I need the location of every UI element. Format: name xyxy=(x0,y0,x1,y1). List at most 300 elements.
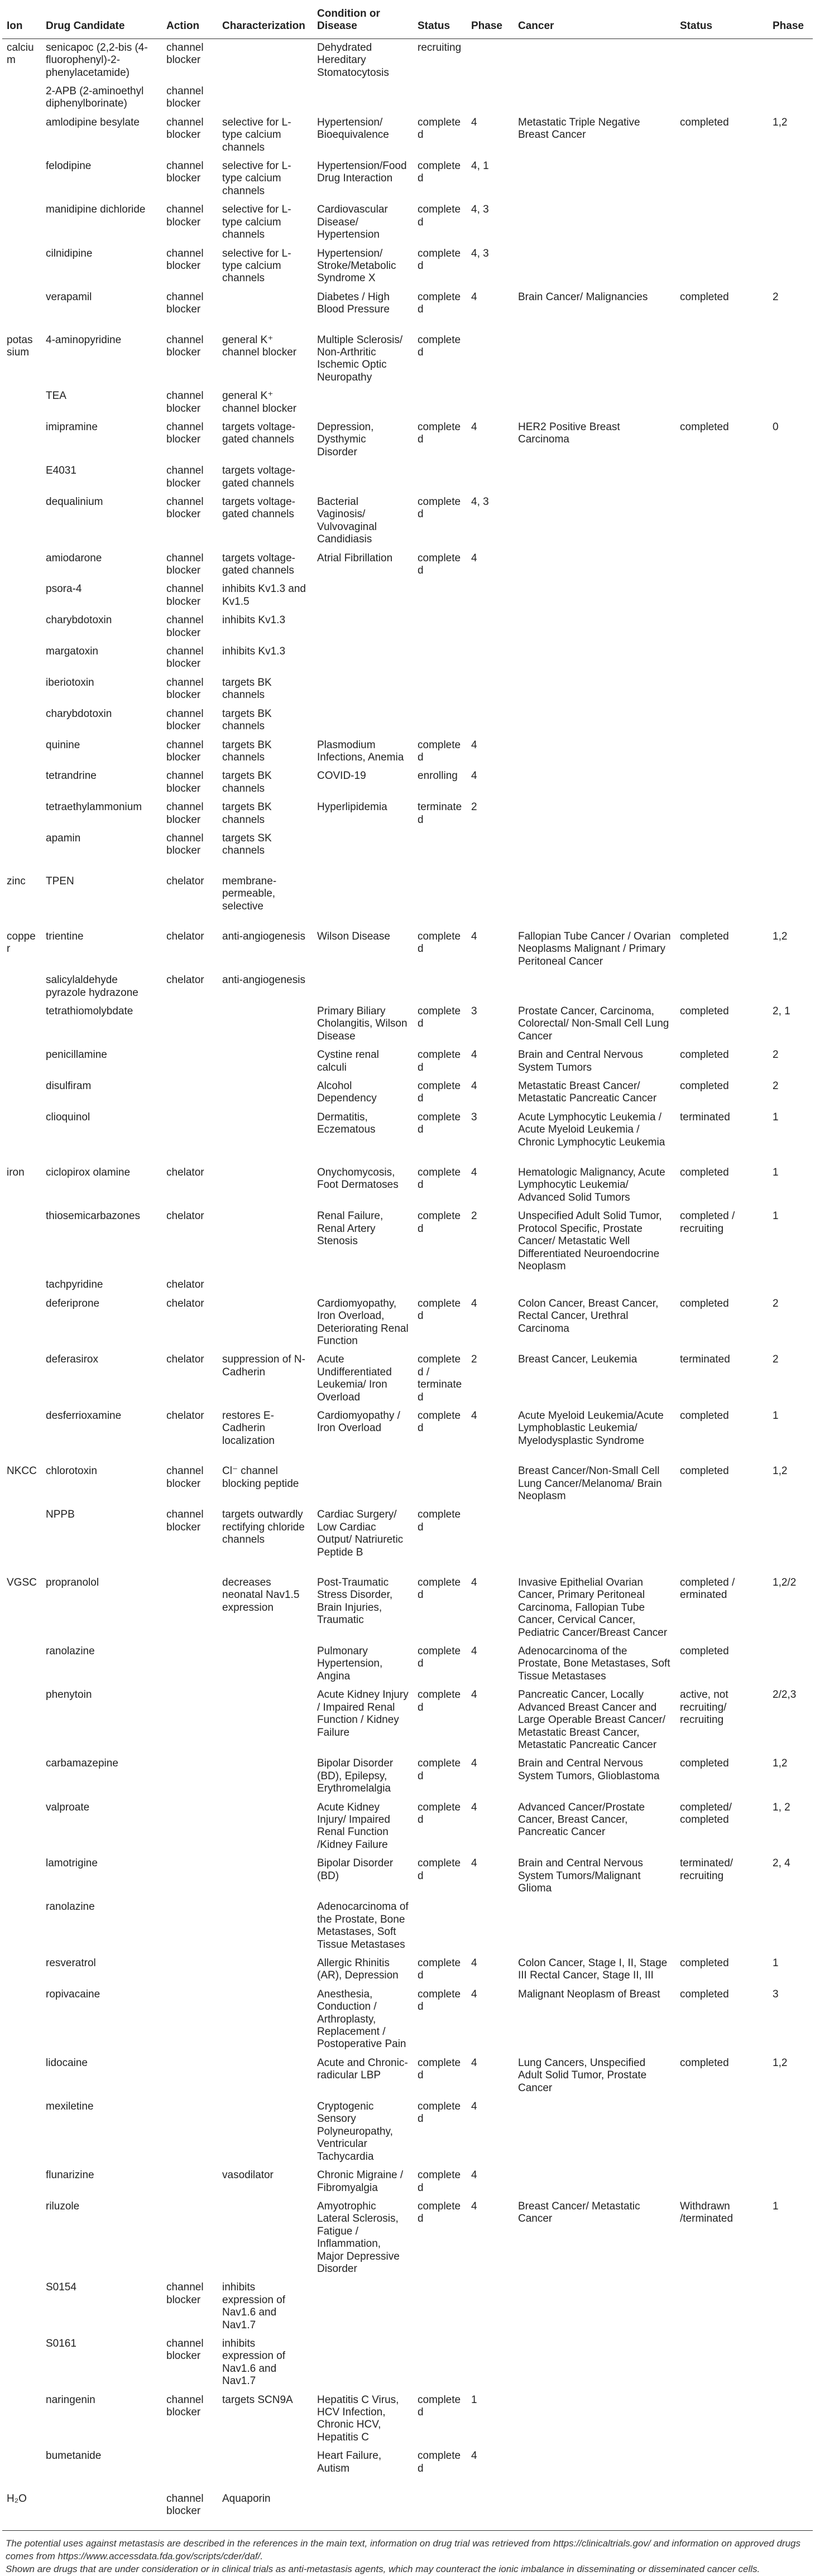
cell-ion xyxy=(2,462,41,493)
cell-ion xyxy=(2,1855,41,1898)
cell-drug-candidate: imipramine xyxy=(46,421,98,433)
cell-cancer-status: completed / erminated xyxy=(680,1577,735,1601)
cell-status: completed xyxy=(418,552,461,577)
cell-cancer-phase xyxy=(768,1643,813,1686)
cell-condition: Acute Undifferentiated Leukemia/ Iron Overload xyxy=(317,1354,392,1403)
cell-characterization: selective for L-type calcium channels xyxy=(222,204,291,241)
cell-drug-candidate: flunarizine xyxy=(46,2169,94,2182)
cell-cancer-status: completed xyxy=(680,930,729,942)
table-row xyxy=(2,38,813,83)
footnote-sources: The potential uses against metastasis are described in the references in the main text, information on drug trial was retrieved from https://clinicaltrials.gov/ and information on approved drugs comes from https://www.accessdata.fda.gov/scripts/cder/daf/. xyxy=(6,2538,801,2561)
cell-condition xyxy=(313,2279,413,2335)
cell-cancer-phase xyxy=(768,83,813,114)
cell-characterization xyxy=(218,1686,313,1755)
cell-status: enrolling xyxy=(418,770,458,782)
table-row xyxy=(2,1855,813,1898)
cell-cancer-phase xyxy=(768,705,813,736)
cell-ion xyxy=(2,643,41,674)
table-row xyxy=(2,580,813,612)
table-row xyxy=(2,1898,813,1954)
cell-condition: Cystine renal calculi xyxy=(317,1049,379,1073)
cell-characterization: general K⁺ channel blocker xyxy=(222,334,297,358)
cell-cancer-phase xyxy=(768,612,813,643)
cell-status: completed xyxy=(418,421,461,446)
cell-phase: 4 xyxy=(471,1080,477,1092)
cell-action: channel blocker xyxy=(162,2478,218,2530)
cell-cancer: Pancreatic Cancer, Locally Advanced Breast Cancer and Large Operable Breast Cancer/ Metastatic Breast Cancer, Metastatic Pancreatic Cancer xyxy=(518,1689,666,1751)
cell-ion: iron xyxy=(7,1167,25,1179)
cell-condition: COVID-19 xyxy=(317,770,366,782)
cell-drug-candidate: disulfiram xyxy=(46,1080,92,1092)
cell-drug-candidate: propranolol xyxy=(46,1577,99,1589)
cell-cancer-phase xyxy=(768,580,813,612)
cell-cancer xyxy=(514,83,675,114)
cell-condition: Anesthesia, Conduction / Arthroplasty, Replacement / Postoperative Pain xyxy=(317,1988,406,2050)
cell-ion xyxy=(2,2166,41,2198)
cell-status: completed xyxy=(418,1080,461,1105)
cell-status: completed xyxy=(418,334,461,358)
cell-drug-candidate: tetrathiomolybdate xyxy=(46,1005,133,1017)
cell-characterization xyxy=(218,1046,313,1077)
cell-status: completed xyxy=(418,247,461,272)
cell-phase xyxy=(467,971,514,1003)
cell-drug-candidate: deferiprone xyxy=(46,1297,100,1309)
header-status: Status xyxy=(413,4,467,38)
cell-cancer-status: completed xyxy=(680,1409,729,1422)
cell-condition: Hypertension/Food Drug Interaction xyxy=(317,160,407,185)
cell-phase: 2 xyxy=(471,1354,477,1366)
cell-characterization: anti-angiogenesis xyxy=(222,930,305,942)
cell-action xyxy=(162,2098,218,2166)
cell-cancer xyxy=(514,38,675,83)
cell-characterization xyxy=(218,1109,313,1152)
cell-phase: 2 xyxy=(471,801,477,813)
table-row xyxy=(2,2391,813,2448)
cell-cancer-phase xyxy=(768,493,813,550)
cell-characterization xyxy=(218,1855,313,1898)
cell-condition: Cardiovascular Disease/ Hypertension xyxy=(317,204,388,241)
cell-cancer-status xyxy=(675,38,768,83)
cell-phase: 3 xyxy=(471,1005,477,1017)
cell-characterization: targets voltage-gated channels xyxy=(222,496,295,521)
cell-characterization: targets BK channels xyxy=(222,801,272,826)
cell-action: channel blocker xyxy=(166,2337,204,2362)
cell-characterization: targets voltage-gated channels xyxy=(222,552,295,577)
cell-ion xyxy=(2,1077,41,1109)
cell-phase: 4, 3 xyxy=(471,204,489,216)
cell-ion xyxy=(2,971,41,1003)
table-row xyxy=(2,798,813,830)
cell-status: completed xyxy=(418,1689,461,1713)
cell-condition: Bipolar Disorder (BD), Epilepsy, Erythromelalgia xyxy=(317,1758,394,1795)
cell-cancer-status xyxy=(675,2335,768,2391)
cell-drug-candidate: tetraethylammonium xyxy=(46,801,142,813)
cell-cancer xyxy=(514,462,675,493)
cell-condition: Acute Kidney Injury / Impaired Renal Function / Kidney Failure xyxy=(317,1689,409,1739)
cell-action: channel blocker xyxy=(166,334,204,358)
cell-cancer-status: completed xyxy=(680,421,729,433)
cell-cancer xyxy=(514,612,675,643)
cell-cancer-status: completed xyxy=(680,1758,729,1770)
header-characterization: Characterization xyxy=(218,4,313,38)
cell-cancer-status xyxy=(675,612,768,643)
cell-action: channel blocker xyxy=(166,832,204,857)
cell-cancer xyxy=(514,1276,675,1294)
table-row xyxy=(2,1046,813,1077)
cell-condition xyxy=(313,1451,413,1506)
cell-drug-candidate: lidocaine xyxy=(46,2057,88,2069)
cell-cancer-phase: 2, 4 xyxy=(773,1857,790,1870)
cell-status: completed xyxy=(418,2169,461,2194)
cell-cancer-status: completed/ completed xyxy=(680,1801,732,1826)
cell-characterization: inhibits expression of Nav1.6 and Nav1.7 xyxy=(222,2281,286,2331)
cell-characterization: targets BK channels xyxy=(222,739,272,763)
cell-action: channel blocker xyxy=(166,496,204,521)
table-row xyxy=(2,2447,813,2478)
cell-condition: Cardiac Surgery/ Low Cardiac Output/ Natriuretic Peptide B xyxy=(317,1509,404,1558)
table-row xyxy=(2,2198,813,2279)
cell-characterization: inhibits Kv1.3 xyxy=(222,614,286,627)
cell-characterization xyxy=(218,288,313,320)
cell-drug-candidate: thiosemicarbazones xyxy=(46,1210,140,1222)
cell-condition: Post-Traumatic Stress Disorder, Brain Injuries, Traumatic xyxy=(317,1577,393,1626)
cell-phase xyxy=(467,674,514,705)
cell-condition xyxy=(313,674,413,705)
cell-condition: Multiple Sclerosis/ Non-Arthritic Ischemic Optic Neuropathy xyxy=(317,334,403,383)
cell-status: completed xyxy=(418,204,461,228)
table-row xyxy=(2,2166,813,2198)
cell-ion xyxy=(2,1643,41,1686)
cell-ion xyxy=(2,1686,41,1755)
cell-condition: Onychomycosis, Foot Dermatoses xyxy=(317,1167,399,1191)
cell-drug-candidate: naringenin xyxy=(46,2394,95,2406)
cell-characterization: inhibits Kv1.3 xyxy=(222,646,286,658)
table-row xyxy=(2,2098,813,2166)
cell-status: completed xyxy=(418,1111,461,1136)
cell-cancer: Fallopian Tube Cancer / Ovarian Neoplasms Malignant / Primary Peritoneal Cancer xyxy=(518,930,671,967)
cell-cancer-phase: 3 xyxy=(773,1988,779,2000)
cell-cancer-phase xyxy=(768,736,813,768)
cell-drug-candidate: TPEN xyxy=(46,875,74,887)
cell-phase xyxy=(467,1276,514,1294)
cell-drug-candidate: tachpyridine xyxy=(46,1279,103,1291)
cell-ion xyxy=(2,387,41,418)
table-row xyxy=(2,201,813,244)
cell-ion xyxy=(2,580,41,612)
cell-phase: 4, 1 xyxy=(471,160,489,172)
cell-cancer xyxy=(514,245,675,288)
table-row xyxy=(2,1799,813,1855)
cell-ion xyxy=(2,418,41,462)
cell-cancer-status xyxy=(675,462,768,493)
cell-status: completed xyxy=(418,2200,461,2225)
cell-ion xyxy=(2,2098,41,2166)
header-drug-candidate: Drug Candidate xyxy=(41,4,162,38)
cell-status: completed xyxy=(418,1758,461,1782)
cell-condition: Diabetes / High Blood Pressure xyxy=(317,291,390,316)
cell-cancer-status xyxy=(675,1898,768,1954)
cell-phase: 4 xyxy=(471,1801,477,1813)
table-row xyxy=(2,1077,813,1109)
cell-phase xyxy=(467,830,514,861)
cell-condition xyxy=(313,612,413,643)
cell-drug-candidate: mexiletine xyxy=(46,2101,94,2113)
cell-cancer-phase: 2, 1 xyxy=(773,1005,790,1017)
table-row xyxy=(2,1351,813,1407)
cell-cancer xyxy=(514,643,675,674)
table-row xyxy=(2,550,813,581)
cell-ion xyxy=(2,2447,41,2478)
cell-cancer-status xyxy=(675,245,768,288)
cell-ion xyxy=(2,1351,41,1407)
cell-cancer-status: completed xyxy=(680,1465,729,1477)
cell-status: completed xyxy=(418,739,461,763)
cell-cancer: Brain and Central Nervous System Tumors, Glioblastoma xyxy=(518,1758,660,1782)
table-header xyxy=(2,4,813,38)
cell-phase xyxy=(467,83,514,114)
cell-cancer-phase xyxy=(768,387,813,418)
table-row xyxy=(2,612,813,643)
cell-action xyxy=(162,1898,218,1954)
cell-ion: calcium xyxy=(7,41,34,66)
cell-phase: 4 xyxy=(471,2101,477,2113)
cell-ion: potassium xyxy=(7,334,33,358)
cell-cancer-phase: 1,2 xyxy=(773,116,788,128)
cell-cancer-status xyxy=(675,580,768,612)
cell-drug-candidate: ranolazine xyxy=(46,1645,95,1658)
drug-table xyxy=(2,4,813,2531)
cell-action: chelator xyxy=(166,1409,204,1422)
cell-action: channel blocker xyxy=(166,390,204,415)
cell-action: channel blocker xyxy=(166,421,204,446)
cell-ion xyxy=(2,1046,41,1077)
cell-characterization xyxy=(218,1986,313,2054)
header-cancer: Cancer xyxy=(514,4,675,38)
cell-cancer: Prostate Cancer, Carcinoma, Colorectal/ Non-Small Cell Lung Cancer xyxy=(518,1005,669,1042)
cell-characterization: targets voltage-gated channels xyxy=(222,465,295,489)
cell-cancer-phase xyxy=(768,245,813,288)
table-row xyxy=(2,2279,813,2335)
cell-condition: Cryptogenic Sensory Polyneuropathy, Ventricular Tachycardia xyxy=(317,2101,393,2163)
cell-status xyxy=(413,705,467,736)
cell-characterization: targets SCN9A xyxy=(222,2394,293,2406)
cell-drug-candidate: verapamil xyxy=(46,291,92,303)
cell-cancer: Brain and Central Nervous System Tumors xyxy=(518,1049,643,1073)
cell-ion xyxy=(2,2391,41,2448)
cell-status: completed xyxy=(418,1577,461,1601)
cell-status xyxy=(413,2279,467,2335)
cell-status: completed xyxy=(418,1801,461,1826)
cell-action: channel blocker xyxy=(166,739,204,763)
cell-condition xyxy=(313,830,413,861)
cell-phase: 4 xyxy=(471,739,477,751)
cell-phase: 4 xyxy=(471,552,477,564)
cell-characterization: membrane-permeable, selective xyxy=(222,875,277,912)
cell-cancer-status xyxy=(675,2391,768,2448)
cell-phase: 4 xyxy=(471,1857,477,1870)
cell-status xyxy=(413,580,467,612)
cell-status: completed xyxy=(418,1049,461,1073)
cell-status: completed xyxy=(418,1210,461,1235)
table-row xyxy=(2,157,813,201)
table-row xyxy=(2,1451,813,1506)
table-row xyxy=(2,1562,813,1643)
cell-cancer: Malignant Neoplasm of Breast xyxy=(518,1988,660,2000)
cell-cancer-status: completed xyxy=(680,2057,729,2069)
cell-ion: VGSC xyxy=(7,1577,37,1589)
cell-cancer-phase xyxy=(768,830,813,861)
cell-cancer-phase: 1,2 xyxy=(773,930,788,942)
cell-characterization: selective for L-type calcium channels xyxy=(222,247,291,285)
cell-cancer-phase xyxy=(768,320,813,388)
header-phase: Phase xyxy=(467,4,514,38)
cell-status xyxy=(413,2335,467,2391)
cell-cancer-status xyxy=(675,157,768,201)
cell-cancer-status: completed xyxy=(680,1080,729,1092)
cell-ion xyxy=(2,1986,41,2054)
cell-action xyxy=(162,2166,218,2198)
cell-cancer: Unspecified Adult Solid Tumor, Protocol Specific, Prostate Cancer/ Metastatic Well Differentiated Neuroendocrine Neoplasm xyxy=(518,1210,662,1272)
cell-condition: Hypertension/ Stroke/Metabolic Syndrome X xyxy=(317,247,396,285)
cell-phase xyxy=(467,1898,514,1954)
cell-condition: Chronic Migraine / Fibromyalgia xyxy=(317,2169,404,2194)
cell-condition xyxy=(313,387,413,418)
cell-action: channel blocker xyxy=(166,204,204,228)
cell-cancer xyxy=(514,2478,675,2530)
cell-phase: 4 xyxy=(471,770,477,782)
cell-action: channel blocker xyxy=(166,801,204,826)
cell-drug-candidate: felodipine xyxy=(46,160,92,172)
cell-phase: 1 xyxy=(471,2394,477,2406)
cell-action: channel blocker xyxy=(166,1509,204,1533)
cell-status: completed xyxy=(418,930,461,955)
cell-cancer-phase xyxy=(768,2279,813,2335)
cell-cancer xyxy=(514,580,675,612)
cell-phase: 4 xyxy=(471,291,477,303)
header-cancer-phase: Phase xyxy=(768,4,813,38)
cell-status xyxy=(413,830,467,861)
cell-condition: Alcohol Dependency xyxy=(317,1080,377,1105)
cell-cancer-status xyxy=(675,2098,768,2166)
table-row xyxy=(2,830,813,861)
cell-cancer: Invasive Epithelial Ovarian Cancer, Primary Peritoneal Carcinoma, Fallopian Tube Cancer, Cervical Cancer, Pediatric Cancer/Breast Cancer xyxy=(518,1577,668,1639)
cell-drug-candidate: amiodarone xyxy=(46,552,102,564)
cell-status: completed xyxy=(418,116,461,141)
cell-action: channel blocker xyxy=(166,465,204,489)
cell-ion xyxy=(2,674,41,705)
cell-cancer-status xyxy=(675,861,768,916)
cell-phase: 4 xyxy=(471,1049,477,1061)
cell-action xyxy=(162,1562,218,1643)
table-row xyxy=(2,418,813,462)
cell-condition: Allergic Rhinitis (AR), Depression xyxy=(317,1957,399,1982)
cell-status xyxy=(413,861,467,916)
header-action: Action xyxy=(162,4,218,38)
cell-action xyxy=(162,1643,218,1686)
cell-status: completed xyxy=(418,2057,461,2082)
cell-cancer-phase: 1 xyxy=(773,1957,779,1969)
cell-action: chelator xyxy=(166,1167,204,1179)
cell-cancer xyxy=(514,2391,675,2448)
cell-phase: 4 xyxy=(471,1645,477,1658)
cell-cancer: Breast Cancer/Non-Small Cell Lung Cancer/Melanoma/ Brain Neoplasm xyxy=(518,1465,662,1502)
cell-cancer xyxy=(514,387,675,418)
cell-cancer: Metastatic Triple Negative Breast Cancer xyxy=(518,116,640,141)
cell-ion xyxy=(2,245,41,288)
cell-cancer-phase: 2 xyxy=(773,1080,779,1092)
cell-cancer-phase xyxy=(768,861,813,916)
cell-phase: 4, 3 xyxy=(471,496,489,508)
cell-ion xyxy=(2,767,41,798)
cell-action: chelator xyxy=(166,1354,204,1366)
cell-action: channel blocker xyxy=(166,2281,204,2306)
cell-cancer-phase: 0 xyxy=(773,421,779,433)
cell-status: completed xyxy=(418,1857,461,1882)
cell-condition: Adenocarcinoma of the Prostate, Bone Metastases, Soft Tissue Metastases xyxy=(317,1901,409,1951)
cell-status xyxy=(413,612,467,643)
cell-drug-candidate: clioquinol xyxy=(46,1111,90,1123)
table-row xyxy=(2,2335,813,2391)
cell-cancer-phase xyxy=(768,767,813,798)
cell-characterization: anti-angiogenesis xyxy=(222,974,305,986)
cell-condition xyxy=(313,705,413,736)
cell-cancer: Breast Cancer, Leukemia xyxy=(518,1354,637,1366)
cell-cancer-status: Withdrawn /terminated xyxy=(680,2200,734,2225)
cell-cancer-status xyxy=(675,201,768,244)
cell-drug-candidate: chlorotoxin xyxy=(46,1465,97,1477)
cell-cancer-status xyxy=(675,971,768,1003)
cell-cancer-status: completed xyxy=(680,1167,729,1179)
cell-cancer: Advanced Cancer/Prostate Cancer, Breast Cancer, Pancreatic Cancer xyxy=(518,1801,645,1838)
cell-action xyxy=(162,1954,218,1986)
cell-phase xyxy=(467,2335,514,2391)
cell-status: completed xyxy=(418,291,461,316)
cell-characterization xyxy=(218,1276,313,1294)
cell-condition: Acute and Chronic-radicular LBP xyxy=(317,2057,408,2082)
cell-characterization: targets outwardly rectifying chloride channels xyxy=(222,1509,305,1546)
cell-action xyxy=(162,2198,218,2279)
cell-ion xyxy=(2,1755,41,1798)
cell-action: channel blocker xyxy=(166,676,204,701)
cell-cancer-phase: 1 xyxy=(773,1409,779,1422)
cell-condition: Bipolar Disorder (BD) xyxy=(317,1857,394,1882)
cell-status xyxy=(413,462,467,493)
cell-cancer-phase xyxy=(768,157,813,201)
cell-phase xyxy=(467,387,514,418)
cell-ion: H₂O xyxy=(2,2478,41,2530)
cell-ion: NKCC xyxy=(7,1465,37,1477)
cell-cancer xyxy=(514,550,675,581)
table-row xyxy=(2,1276,813,1294)
cell-cancer-status: terminated/ recruiting xyxy=(680,1857,734,1882)
cell-phase: 2 xyxy=(471,1210,477,1222)
cell-cancer-phase xyxy=(768,971,813,1003)
cell-status: completed xyxy=(418,1988,461,2013)
cell-drug-candidate: trientine xyxy=(46,930,84,942)
cell-characterization xyxy=(218,1152,313,1207)
cell-phase xyxy=(467,643,514,674)
cell-cancer-phase xyxy=(768,2166,813,2198)
cell-phase: 4 xyxy=(471,1167,477,1179)
table-footnotes xyxy=(2,2538,813,2576)
cell-cancer-phase: 1 xyxy=(773,1167,779,1179)
cell-drug-candidate: deferasirox xyxy=(46,1354,98,1366)
cell-ion xyxy=(2,201,41,244)
table-body xyxy=(2,38,813,2530)
cell-cancer-status xyxy=(675,2166,768,2198)
cell-drug-candidate: NPPB xyxy=(46,1509,75,1521)
cell-cancer-phase: 1, 2 xyxy=(773,1801,790,1813)
